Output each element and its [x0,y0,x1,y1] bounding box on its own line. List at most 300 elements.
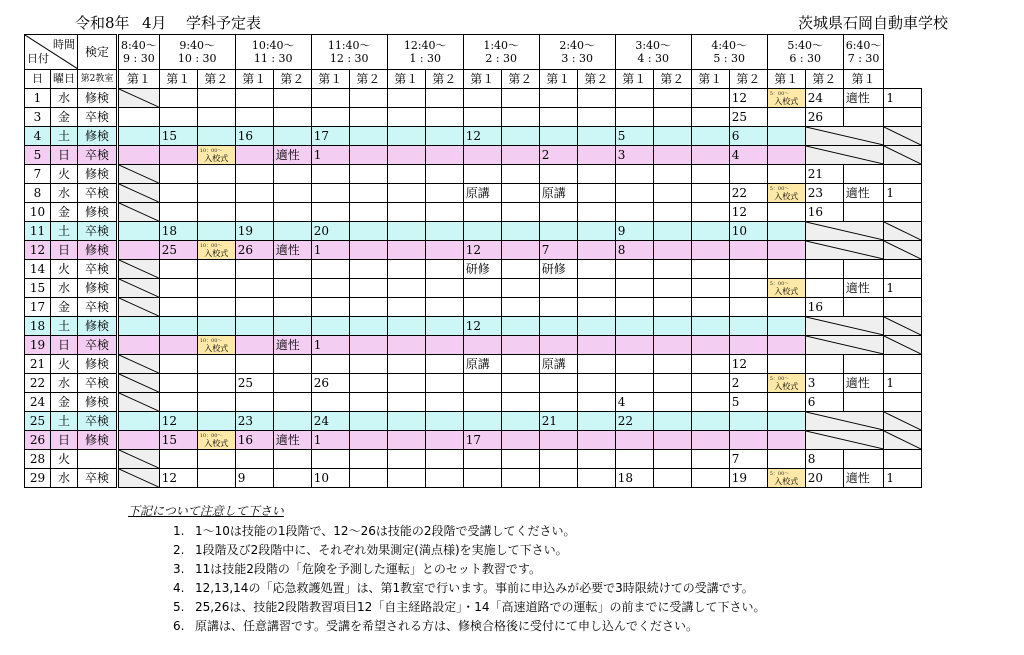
day-cell: 14 [25,260,51,279]
exam-cell: 卒検 [78,412,118,431]
class-slot [767,317,805,336]
closed-slot [884,146,922,165]
class-slot [653,469,691,488]
closed-slot [884,412,922,431]
class-slot: 4 [729,146,767,165]
class-slot [311,279,349,298]
class-slot [884,203,922,222]
closed-slash [119,393,159,411]
class-slot [463,298,501,317]
class-slot [884,260,922,279]
class-slot [235,165,273,184]
class-slot: 原講 [463,184,501,203]
class-slot [691,108,729,127]
class-slot [691,298,729,317]
table-row [25,260,960,279]
closed-slash [884,146,921,164]
ceremony-label: 入校式 [204,153,229,163]
class-slot [425,469,463,488]
class-slot [273,355,311,374]
ceremony-time: 5：00〜 [769,375,790,382]
class-slot [311,165,349,184]
header-era: 令和8年 [75,14,130,32]
class-slot [387,393,425,412]
class-slot: 15 [159,127,197,146]
closed-slash [884,336,921,354]
class-slot [501,89,539,108]
class-slot [463,108,501,127]
class-slot [691,89,729,108]
class-slot: 1 [311,241,349,260]
class-slot [539,89,577,108]
class-slot [235,317,273,336]
header-month: 4月 [142,14,167,32]
class-slot [539,336,577,355]
class-slot [539,374,577,393]
table-row [25,298,960,317]
closed-slot [118,298,160,317]
note-item [173,617,698,634]
class-slot [425,336,463,355]
room-header: 第１ [463,70,501,89]
closed-slash [119,374,159,392]
class-slot [653,146,691,165]
class-slot [349,336,387,355]
closed-slash [884,222,921,240]
class-slot [691,222,729,241]
entrance-ceremony-slot [767,279,805,298]
class-slot [767,298,805,317]
class-slot [273,393,311,412]
table-row [25,89,960,108]
time-to: 6 : 30 [789,52,822,65]
class-slot [159,336,197,355]
class-slot [653,355,691,374]
ceremony-label: 入校式 [774,476,799,486]
class-slot: 原講 [539,355,577,374]
class-slot [577,241,615,260]
closed-slot [118,374,160,393]
class-slot [235,203,273,222]
class-slot [349,108,387,127]
time-header [235,35,311,70]
class-slot [577,431,615,450]
class-slot [691,469,729,488]
note-text: 1段階及び2段階中に、それぞれ効果測定(満点様)を実施して下さい。 [195,543,568,557]
time-from: 9:40〜 [179,39,216,52]
class-slot: 適性 [843,279,884,298]
class-slot [501,146,539,165]
class-slot [577,108,615,127]
class-slot [463,336,501,355]
weekday-cell: 土 [51,317,78,336]
class-slot [501,184,539,203]
weekday-cell: 金 [51,298,78,317]
weekday-cell: 金 [51,393,78,412]
class-slot: 24 [311,412,349,431]
class-slot: 9 [235,469,273,488]
ceremony-time: 5：00〜 [769,280,790,287]
weekday-cell: 日 [51,241,78,260]
ceremony-time: 10：00〜 [199,242,223,249]
subheader: 第2教室 [78,70,118,89]
class-slot: 1 [311,146,349,165]
class-slot: 適性 [843,469,884,488]
day-cell: 29 [25,469,51,488]
time-to: 7 : 30 [847,52,880,65]
class-slot [501,298,539,317]
class-slot: 研修 [539,260,577,279]
class-slot: 26 [235,241,273,260]
class-slot: 2 [729,374,767,393]
class-slot: 9 [615,222,653,241]
class-slot [425,374,463,393]
class-slot: 19 [729,469,767,488]
weekday-cell: 土 [51,222,78,241]
class-slot [273,450,311,469]
table-row [25,127,960,146]
time-to: 2 : 30 [485,52,518,65]
class-slot [729,412,767,431]
closed-slot [118,279,160,298]
class-slot: 12 [463,127,501,146]
class-slot [577,127,615,146]
class-slot [159,374,197,393]
closed-slash [119,184,159,202]
time-header [615,35,691,70]
class-slot [425,222,463,241]
class-slot [463,393,501,412]
class-slot [501,450,539,469]
class-slot [463,146,501,165]
corner-time-label: 時間 [53,38,75,51]
table-row [25,222,960,241]
ceremony-label: 入校式 [204,438,229,448]
class-slot: 1 [884,469,922,488]
subheader: 曜日 [51,70,78,89]
day-cell: 10 [25,203,51,222]
class-slot [197,165,235,184]
class-slot [577,89,615,108]
class-slot [387,355,425,374]
class-slot [805,355,843,374]
entrance-ceremony-slot [197,241,235,260]
class-slot [501,127,539,146]
class-slot [653,241,691,260]
class-slot [615,203,653,222]
class-slot [349,469,387,488]
class-slot: 17 [311,127,349,146]
closed-slash [119,450,159,468]
room-header: 第２ [501,70,539,89]
class-slot [577,222,615,241]
time-header [159,35,235,70]
closed-slash [119,355,159,373]
exam-cell: 卒検 [78,184,118,203]
time-from: 8:40〜 [121,39,157,52]
class-slot [767,146,805,165]
corner-header [25,35,78,70]
closed-slot [118,165,160,184]
class-slot [235,184,273,203]
weekday-cell: 土 [51,412,78,431]
class-slot [501,431,539,450]
class-slot [653,127,691,146]
class-slot [767,241,805,260]
weekday-cell: 水 [51,374,78,393]
class-slot [539,127,577,146]
table-row [25,317,960,336]
class-slot [729,431,767,450]
note-number: 3. [173,562,185,576]
exam-cell: 卒検 [78,260,118,279]
class-slot [159,165,197,184]
class-slot [691,127,729,146]
class-slot [653,393,691,412]
closed-slash [119,165,159,183]
class-slot: 3 [805,374,843,393]
class-slot [349,165,387,184]
class-slot [615,298,653,317]
class-slot [425,450,463,469]
class-slot [197,374,235,393]
class-slot [349,127,387,146]
note-number: 5. [173,600,185,614]
class-slot [729,336,767,355]
class-slot: 適性 [843,89,884,108]
class-slot [349,146,387,165]
class-slot [884,165,922,184]
class-slot: 21 [539,412,577,431]
day-cell: 19 [25,336,51,355]
class-slot: 12 [729,203,767,222]
class-slot [691,279,729,298]
class-slot [577,393,615,412]
class-slot [425,165,463,184]
class-slot [349,260,387,279]
room-header: 第２ [349,70,387,89]
class-slot [501,108,539,127]
closed-slot [118,260,160,279]
class-slot: 22 [615,412,653,431]
class-slot [118,222,160,241]
class-slot [311,298,349,317]
table-row [25,393,960,412]
closed-slot [805,146,884,165]
class-slot [349,279,387,298]
class-slot [425,317,463,336]
class-slot [653,431,691,450]
class-slot [577,146,615,165]
class-slot [311,393,349,412]
class-slot [118,431,160,450]
closed-slash [119,260,159,278]
class-slot [653,298,691,317]
class-slot [387,222,425,241]
time-from: 10:40〜 [251,39,295,52]
weekday-cell: 水 [51,184,78,203]
class-slot [311,108,349,127]
exam-cell: 修検 [78,203,118,222]
class-slot: 1 [884,279,922,298]
class-slot [273,317,311,336]
note-number: 1. [173,524,185,538]
table-row [25,469,960,488]
time-header [311,35,387,70]
class-slot: 3 [615,146,653,165]
class-slot [615,89,653,108]
weekday-cell: 日 [51,431,78,450]
class-slot [843,298,884,317]
class-slot [653,374,691,393]
closed-slot [118,450,160,469]
class-slot [691,393,729,412]
closed-slot [805,127,884,146]
class-slot [273,89,311,108]
exam-cell: 卒検 [78,298,118,317]
class-slot: 適性 [273,336,311,355]
class-slot [349,374,387,393]
class-slot [539,222,577,241]
ceremony-label: 入校式 [774,191,799,201]
class-slot [653,412,691,431]
class-slot [615,317,653,336]
day-cell: 4 [25,127,51,146]
day-cell: 28 [25,450,51,469]
note-item [173,522,575,539]
class-slot [843,203,884,222]
class-slot [577,298,615,317]
class-slot [843,108,884,127]
table-row [25,108,960,127]
class-slot [387,165,425,184]
class-slot [311,184,349,203]
closed-slot [805,241,884,260]
class-slot [843,450,884,469]
day-cell: 7 [25,165,51,184]
class-slot [273,298,311,317]
class-slot [691,336,729,355]
corner-date-label: 日付 [27,52,49,65]
closed-slot [884,431,922,450]
class-slot [539,279,577,298]
page-title: 学科予定表 [186,14,262,32]
class-slot [539,203,577,222]
class-slot: 8 [805,450,843,469]
class-slot [425,108,463,127]
class-slot [539,108,577,127]
class-slot [387,298,425,317]
class-slot [197,469,235,488]
class-slot [691,355,729,374]
exam-cell: 卒検 [78,469,118,488]
class-slot: 22 [729,184,767,203]
class-slot: 20 [805,469,843,488]
table-row [25,431,960,450]
time-to: 11 : 30 [253,52,293,65]
class-slot [349,222,387,241]
day-cell: 1 [25,89,51,108]
weekday-cell: 日 [51,336,78,355]
ceremony-label: 入校式 [204,248,229,258]
class-slot [577,203,615,222]
class-slot [349,184,387,203]
class-slot [311,317,349,336]
class-slot [767,393,805,412]
class-slot [539,165,577,184]
time-from: 11:40〜 [327,39,371,52]
class-slot: 10 [311,469,349,488]
closed-slot [805,222,884,241]
class-slot [884,393,922,412]
exam-cell: 卒検 [78,374,118,393]
class-slot [615,355,653,374]
class-slot: 16 [805,203,843,222]
table-row [25,355,960,374]
class-slot [539,431,577,450]
class-slot [463,279,501,298]
class-slot: 8 [615,241,653,260]
weekday-cell: 水 [51,469,78,488]
time-header [539,35,615,70]
time-to: 9 : 30 [123,52,155,65]
exam-cell: 修検 [78,127,118,146]
class-slot: 7 [539,241,577,260]
class-slot [349,450,387,469]
class-slot [273,279,311,298]
time-header [118,35,160,70]
class-slot [349,393,387,412]
closed-slash [119,469,159,487]
weekday-cell: 金 [51,108,78,127]
ceremony-time: 10：00〜 [199,337,223,344]
class-slot [653,317,691,336]
class-slot [539,393,577,412]
class-slot [615,450,653,469]
class-slot [843,393,884,412]
class-slot [539,298,577,317]
closed-slash [806,241,884,259]
table-row [25,146,960,165]
day-cell: 17 [25,298,51,317]
class-slot [159,184,197,203]
note-text: 原講は、任意講習です。受講を希望される方は、修検合格後に受付にて申し込んでください。 [195,619,699,633]
exam-cell: 卒検 [78,336,118,355]
class-slot [118,241,160,260]
class-slot: 10 [729,222,767,241]
room-header: 第１ [843,70,884,89]
class-slot [387,374,425,393]
class-slot [767,260,805,279]
class-slot [425,355,463,374]
class-slot: 23 [235,412,273,431]
class-slot [691,317,729,336]
class-slot [311,260,349,279]
closed-slot [805,412,884,431]
ceremony-label: 入校式 [774,96,799,106]
class-slot [235,260,273,279]
class-slot: 5 [729,393,767,412]
class-slot: 25 [235,374,273,393]
class-slot: 適性 [273,146,311,165]
closed-slash [884,241,921,259]
table-row [25,279,960,298]
class-slot [691,450,729,469]
time-from: 5:40〜 [787,39,824,52]
exam-cell: 修検 [78,355,118,374]
room-header: 第２ [273,70,311,89]
day-cell: 25 [25,412,51,431]
